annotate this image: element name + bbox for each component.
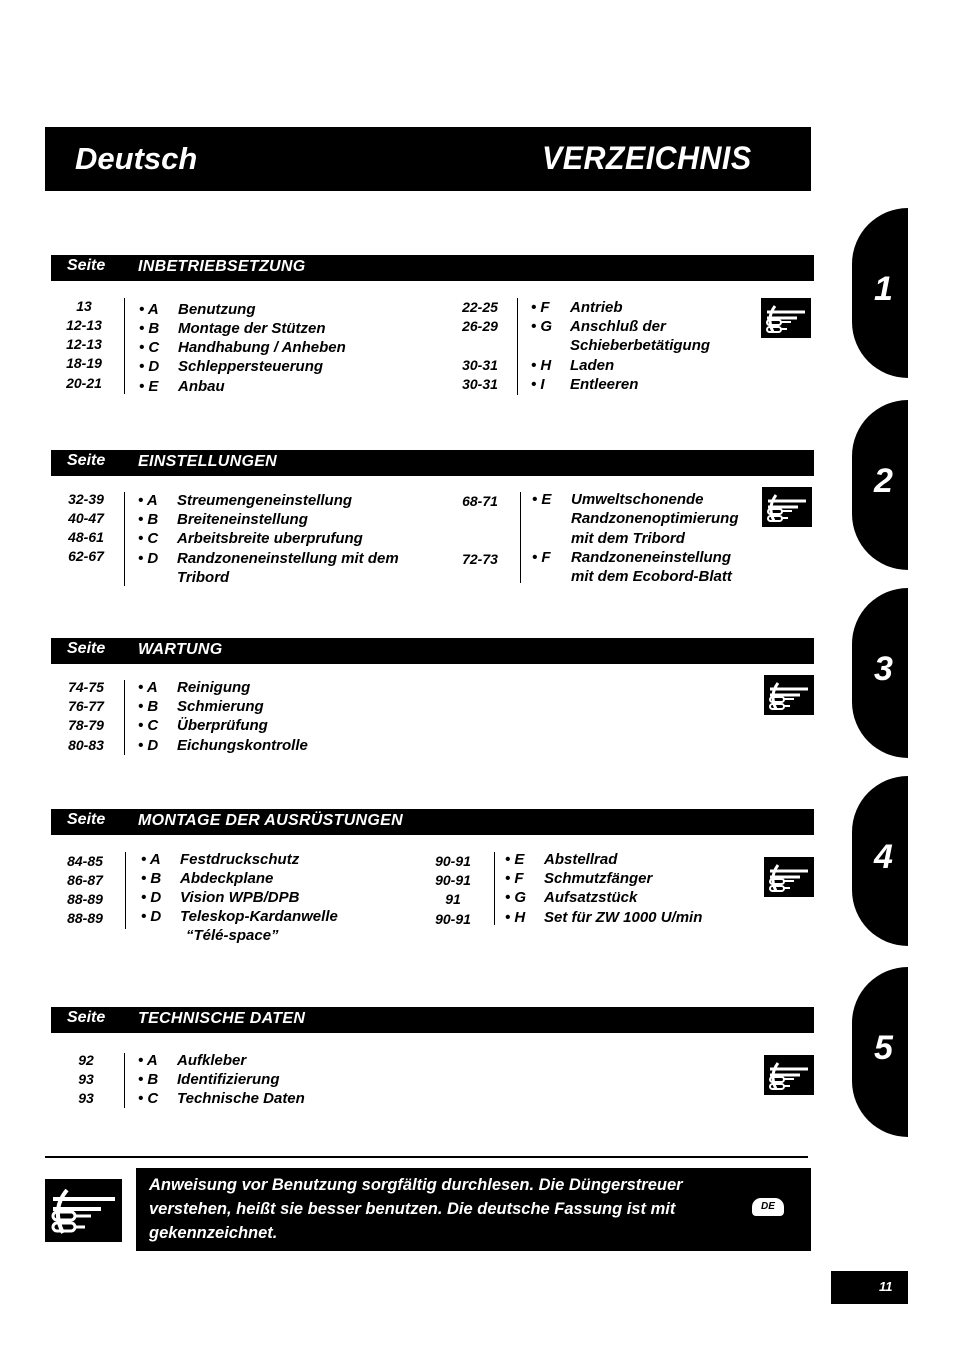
page-ref: 22-25 <box>462 299 498 315</box>
divider <box>124 680 125 755</box>
toc-item[interactable]: • B Breiteneinstellung <box>138 511 308 528</box>
notice-text: Anweisung vor Benutzung sorgfältig durchlesen. Die Düngerstreuer verstehen, heißt sie besser benutzen. Die deutsche Fassung ist mit gekennzeichnet. <box>149 1176 683 1242</box>
hand-pointing-icon <box>762 487 812 527</box>
section-header-wartung <box>51 638 814 664</box>
toc-item[interactable]: • F Schmutzfänger <box>505 870 653 887</box>
toc-item[interactable]: • C Arbeitsbreite uberprufung <box>138 530 363 547</box>
toc-item[interactable]: • C Überprüfung <box>138 717 268 734</box>
section-header-technische-daten <box>51 1007 814 1033</box>
page-ref: 84-85 <box>67 853 103 869</box>
page-ref: 18-19 <box>66 355 102 371</box>
page-ref: 88-89 <box>67 891 103 907</box>
toc-item[interactable]: Tribord <box>177 569 230 586</box>
page-ref: 13 <box>76 298 92 314</box>
chapter-tab-4[interactable]: 4 <box>852 776 908 946</box>
section-title[interactable]: INBETRIEBSETZUNG <box>138 258 306 275</box>
chapter-tab-2[interactable]: 2 <box>852 400 908 570</box>
seite-label: Seite <box>67 1009 106 1026</box>
toc-item[interactable]: • F Antrieb <box>531 299 623 316</box>
divider <box>124 492 125 586</box>
page-ref: 93 <box>78 1071 94 1087</box>
section-header-montage <box>51 809 814 835</box>
toc-item[interactable]: • A Reinigung <box>138 679 251 696</box>
de-badge: DE <box>752 1198 784 1216</box>
section-header-inbetriebsetzung <box>51 255 814 281</box>
section-title[interactable]: MONTAGE DER AUSRÜSTUNGEN <box>138 812 403 829</box>
hand-pointing-icon <box>764 1055 814 1095</box>
hand-pointing-icon <box>764 857 814 897</box>
page-ref: 80-83 <box>68 737 104 753</box>
page-ref: 12-13 <box>66 317 102 333</box>
section-header-einstellungen <box>51 450 814 476</box>
toc-item[interactable]: mit dem Tribord <box>571 530 685 547</box>
toc-item[interactable]: Schieberbetätigung <box>570 337 711 354</box>
chapter-tab-5[interactable]: 5 <box>852 967 908 1137</box>
toc-item[interactable]: • D Schleppersteuerung <box>139 358 324 375</box>
divider-line <box>45 1156 808 1158</box>
seite-label: Seite <box>67 452 106 469</box>
page-ref: 20-21 <box>66 375 102 391</box>
divider <box>124 1053 125 1108</box>
toc-item[interactable]: • B Schmierung <box>138 698 264 715</box>
divider <box>520 492 521 583</box>
toc-item[interactable]: • A Festdruckschutz <box>141 851 300 868</box>
page-ref: 88-89 <box>67 910 103 926</box>
page-ref: 90-91 <box>435 911 471 927</box>
toc-item[interactable]: • H Set für ZW 1000 U/min <box>505 909 703 926</box>
section-title[interactable]: WARTUNG <box>138 641 223 658</box>
toc-item[interactable]: • H Laden <box>531 357 615 374</box>
toc-item[interactable]: • B Montage der Stützen <box>139 320 326 337</box>
hand-pointing-icon <box>761 298 811 338</box>
page-ref: 62-67 <box>68 548 104 564</box>
page-ref: 48-61 <box>68 529 104 545</box>
toc-item[interactable]: • G Anschluß der <box>531 318 666 335</box>
toc-item[interactable]: • D Randzoneneinstellung mit dem <box>138 550 399 567</box>
divider <box>125 852 126 929</box>
toc-item[interactable]: • A Benutzung <box>139 301 256 318</box>
page-ref: 76-77 <box>68 698 104 714</box>
toc-item[interactable]: • B Identifizierung <box>138 1071 280 1088</box>
toc-item[interactable]: • I Entleeren <box>531 376 639 393</box>
page-ref: 78-79 <box>68 717 104 733</box>
section-title[interactable]: EINSTELLUNGEN <box>138 453 278 470</box>
toc-item[interactable]: • C Handhabung / Anheben <box>139 339 346 356</box>
page-ref: 30-31 <box>462 376 498 392</box>
toc-item[interactable]: • D Teleskop-Kardanwelle <box>141 908 338 925</box>
toc-item[interactable]: • D Vision WPB/DPB <box>141 889 300 906</box>
toc-item[interactable]: • A Aufkleber <box>138 1052 247 1069</box>
divider <box>494 852 495 925</box>
page-ref: 12-13 <box>66 336 102 352</box>
language-title: Deutsch <box>75 141 198 176</box>
page-ref: 91 <box>445 891 461 907</box>
toc-item[interactable]: • F Randzoneneinstellung <box>532 549 732 566</box>
toc-item[interactable]: • E Umweltschonende <box>532 491 704 508</box>
seite-label: Seite <box>67 257 106 274</box>
page-ref: 86-87 <box>67 872 103 888</box>
toc-item[interactable]: • A Streumengeneinstellung <box>138 492 353 509</box>
toc-item[interactable]: • G Aufsatzstück <box>505 889 638 906</box>
page-ref: 72-73 <box>462 551 498 567</box>
page-ref: 26-29 <box>462 318 498 334</box>
toc-item[interactable]: “Télé-space” <box>186 927 279 944</box>
divider <box>124 298 125 394</box>
hand-pointing-icon <box>45 1179 122 1242</box>
chapter-tab-3[interactable]: 3 <box>852 588 908 758</box>
seite-label: Seite <box>67 640 106 657</box>
chapter-tab-1[interactable]: 1 <box>852 208 908 378</box>
section-title[interactable]: TECHNISCHE DATEN <box>138 1010 306 1027</box>
page-ref: 40-47 <box>68 510 104 526</box>
toc-item[interactable]: mit dem Ecobord-Blatt <box>571 568 732 585</box>
notice-box <box>136 1168 811 1251</box>
toc-item[interactable]: • C Technische Daten <box>138 1090 305 1107</box>
toc-item[interactable]: • B Abdeckplane <box>141 870 274 887</box>
toc-item[interactable]: • D Eichungskontrolle <box>138 737 308 754</box>
page-title: VERZEICHNIS <box>542 140 752 176</box>
toc-item[interactable]: • E Anbau <box>139 378 225 395</box>
page-ref: 90-91 <box>435 872 471 888</box>
page-ref: 68-71 <box>462 493 498 509</box>
seite-label: Seite <box>67 811 106 828</box>
page-ref: 30-31 <box>462 357 498 373</box>
toc-item[interactable]: Randzonenoptimierung <box>571 510 739 527</box>
page-ref: 74-75 <box>68 679 104 695</box>
page-ref: 93 <box>78 1090 94 1106</box>
hand-pointing-icon <box>764 675 814 715</box>
page-ref: 92 <box>78 1052 94 1068</box>
toc-item[interactable]: • E Abstellrad <box>505 851 618 868</box>
divider <box>517 298 518 395</box>
page-ref: 90-91 <box>435 853 471 869</box>
title-bar <box>45 127 811 191</box>
page-ref: 32-39 <box>68 491 104 507</box>
page-number: 11 <box>831 1271 908 1304</box>
